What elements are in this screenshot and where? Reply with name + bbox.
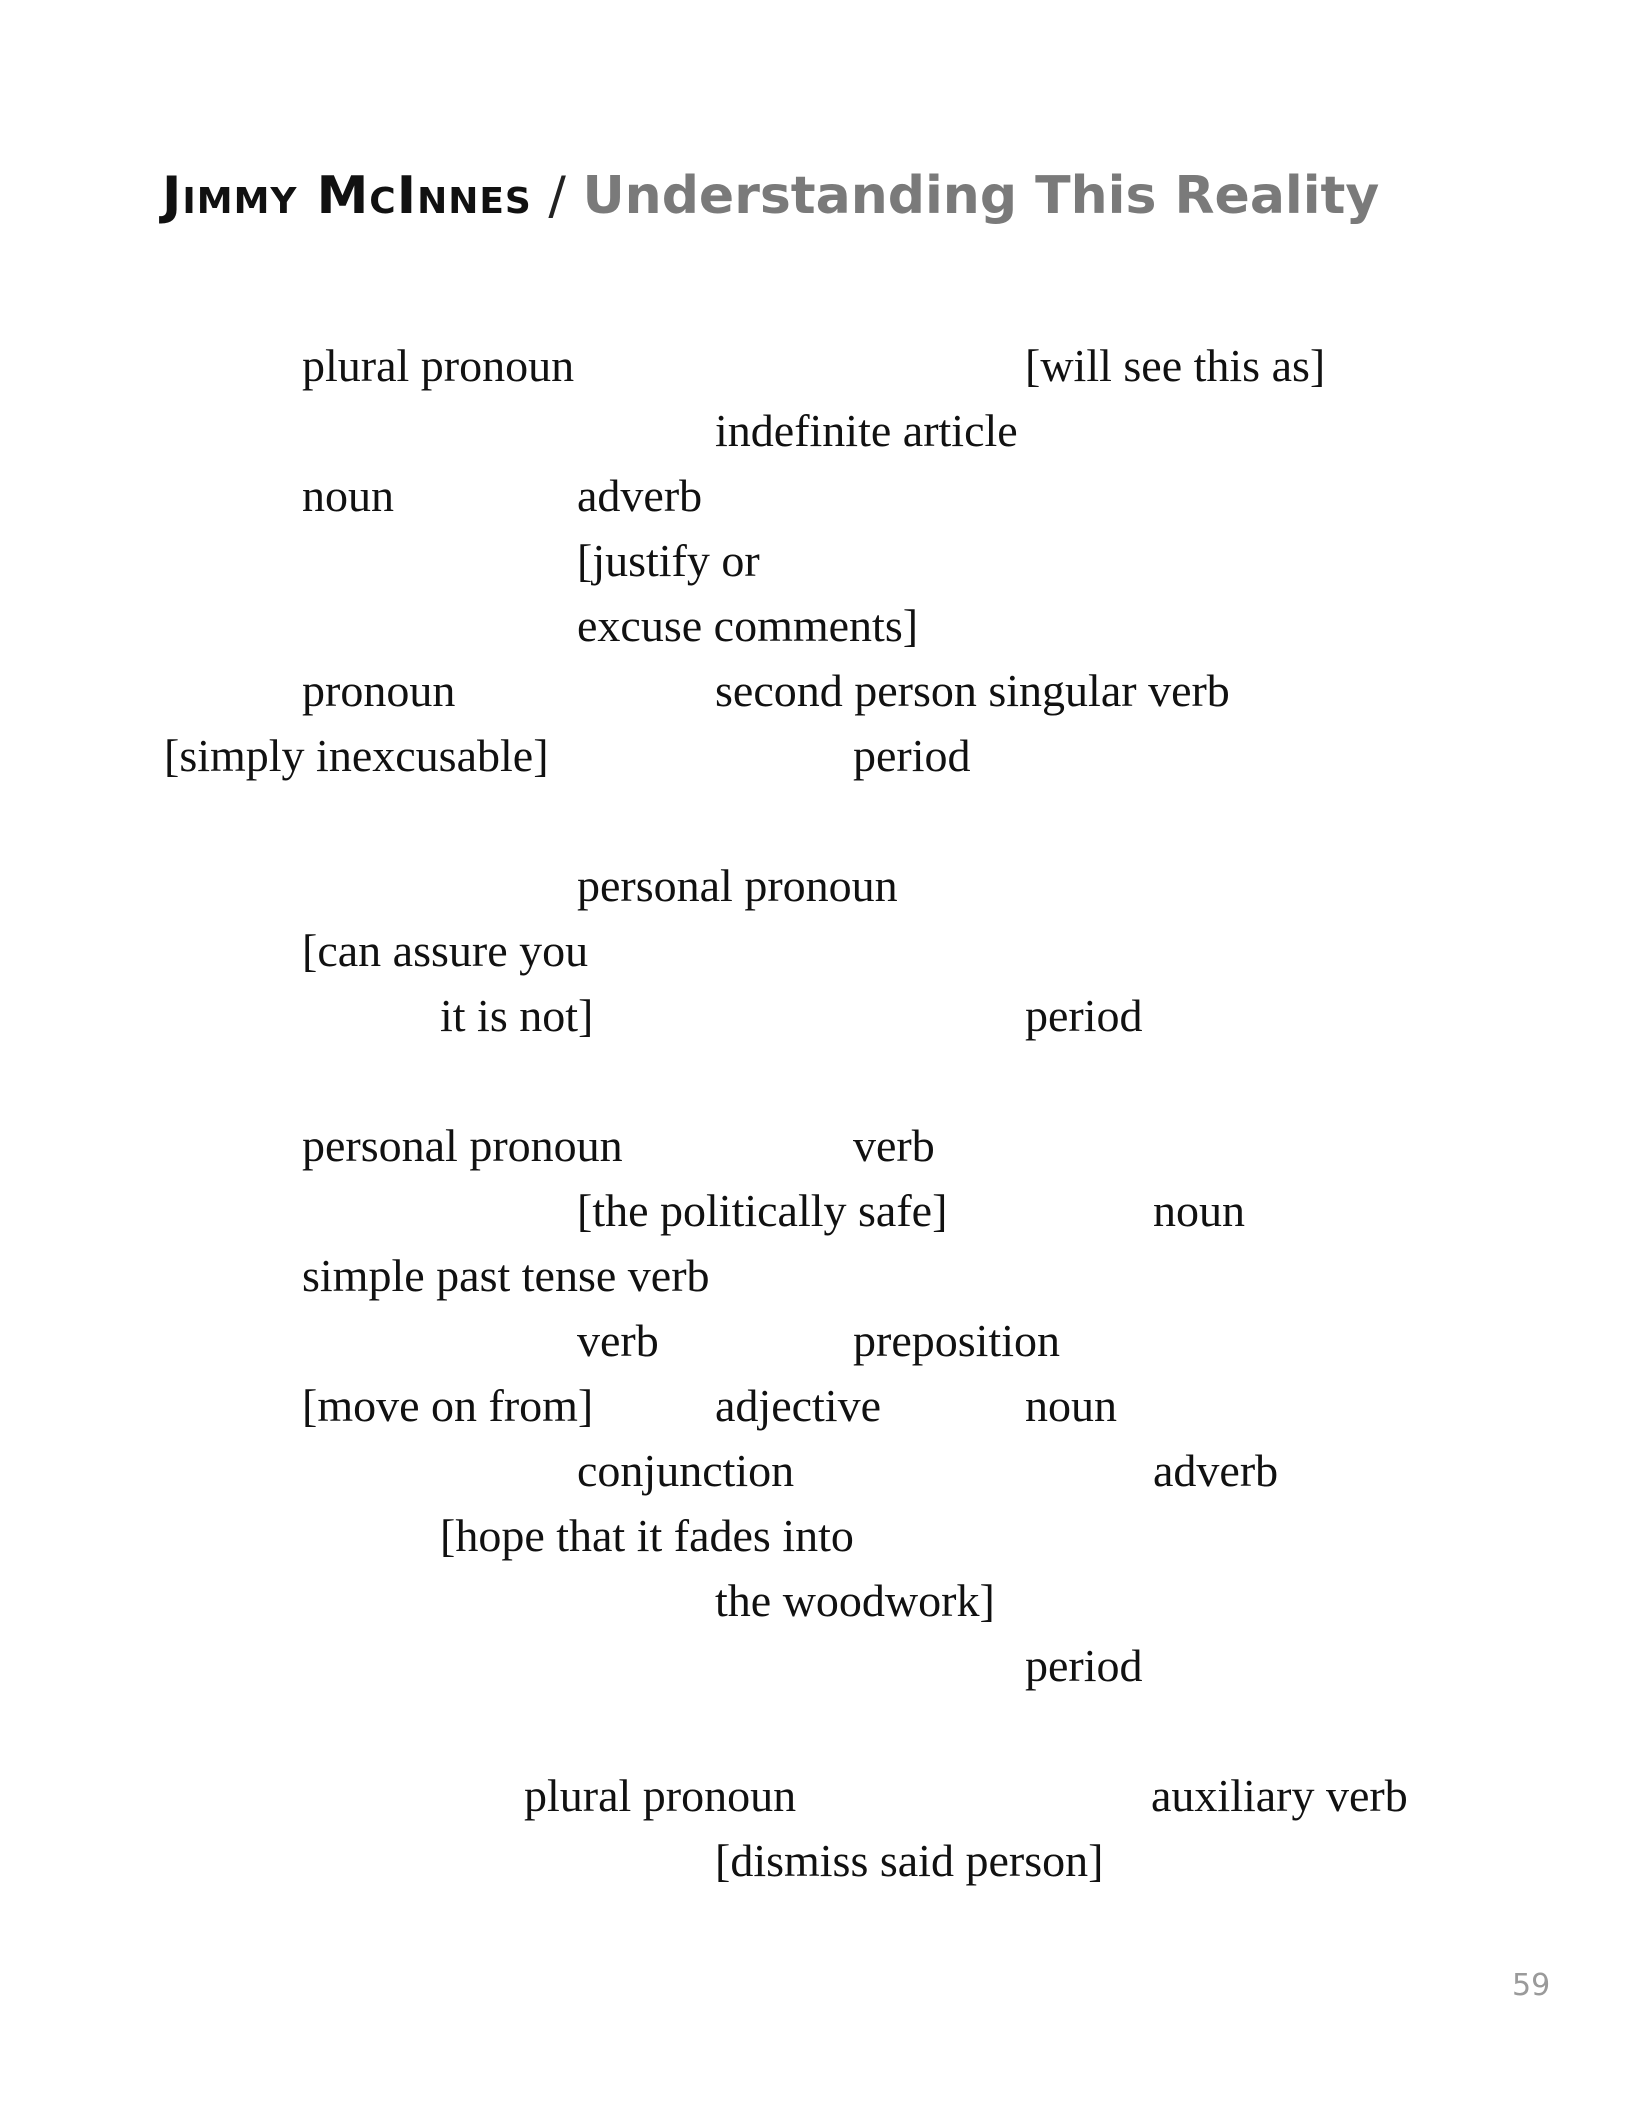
poem-title: Understanding This Reality	[582, 166, 1380, 226]
poem-word: excuse comments]	[577, 600, 919, 651]
poem-word: noun	[302, 470, 394, 521]
poem-word: [dismiss said person]	[715, 1835, 1104, 1886]
poem-word: period	[853, 730, 971, 781]
poem-word: pronoun	[302, 665, 456, 716]
poem-word: adverb	[1153, 1445, 1279, 1496]
poem-word: period	[1025, 990, 1143, 1041]
poem-word: period	[1025, 1640, 1143, 1691]
poem-word: conjunction	[577, 1445, 795, 1496]
poem-word: personal pronoun	[302, 1120, 623, 1171]
poem-word: the woodwork]	[715, 1575, 995, 1626]
poem-word: it is not]	[440, 990, 594, 1041]
author-name: Jimmy McInnes	[162, 166, 532, 226]
poem-word: noun	[1025, 1380, 1117, 1431]
poem-word: verb	[577, 1315, 659, 1366]
poem-word: [move on from]	[302, 1380, 594, 1431]
poem-word: personal pronoun	[577, 860, 898, 911]
poem-word: [simply inexcusable]	[164, 730, 549, 781]
poem-word: auxiliary verb	[1151, 1770, 1408, 1821]
poem-word: adjective	[715, 1380, 882, 1431]
poem-word: [can assure you	[302, 925, 589, 976]
poem-word: [the politically safe]	[577, 1185, 948, 1236]
poem-word: adverb	[577, 470, 703, 521]
poem-word: [justify or	[577, 535, 760, 586]
poem-word: [hope that it fades into	[440, 1510, 854, 1561]
header-separator: /	[548, 166, 566, 226]
page-number: 59	[1512, 1968, 1551, 2003]
poem-word: verb	[853, 1120, 935, 1171]
poem-word: simple past tense verb	[302, 1250, 710, 1301]
poem-word: plural pronoun	[524, 1770, 797, 1821]
poem-word: preposition	[853, 1315, 1060, 1366]
poem-word: second person singular verb	[715, 665, 1230, 716]
poem-word: [will see this as]	[1025, 340, 1326, 391]
poem-word: plural pronoun	[302, 340, 575, 391]
poem-word: indefinite article	[715, 405, 1018, 456]
poem-word: noun	[1153, 1185, 1245, 1236]
